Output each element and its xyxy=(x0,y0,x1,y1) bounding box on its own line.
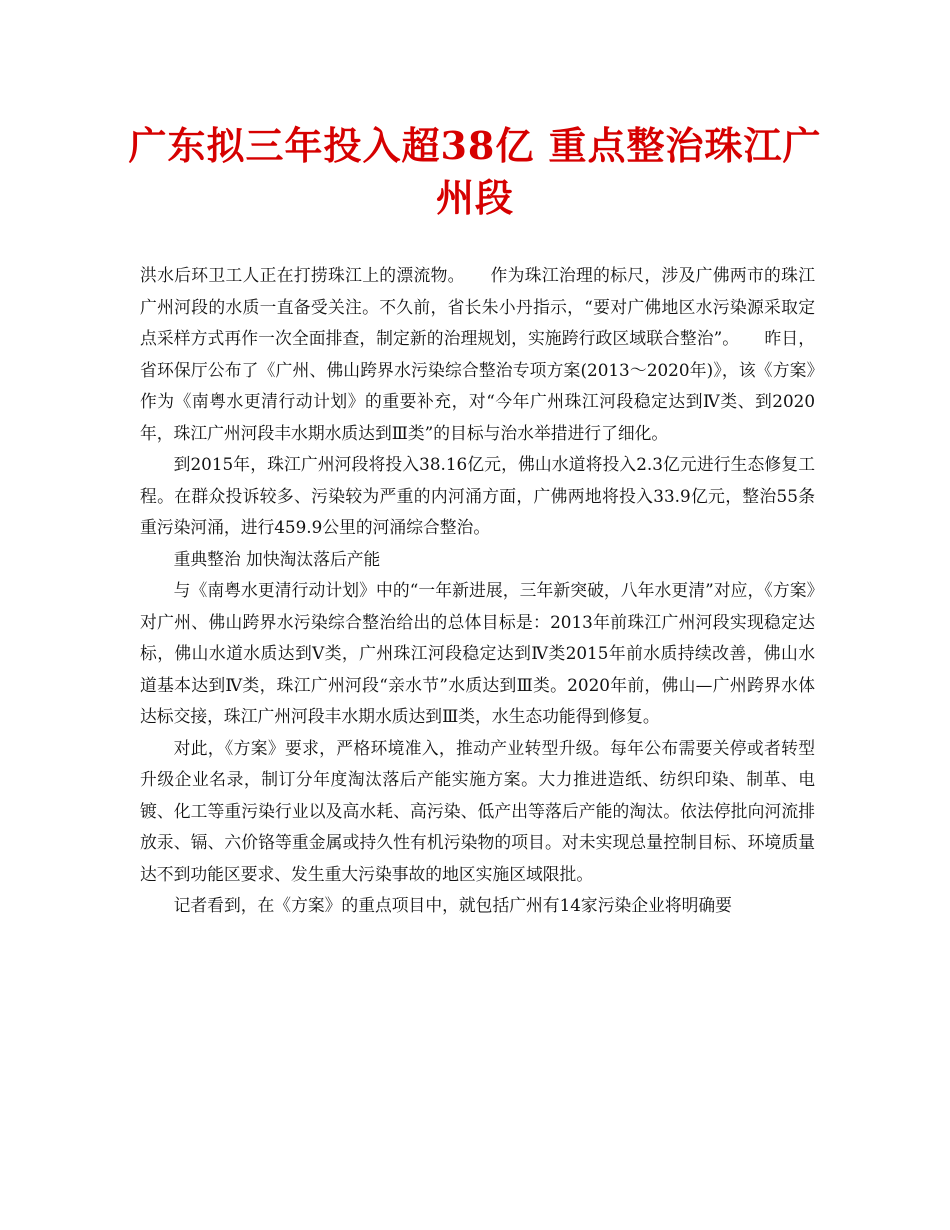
section-subheading: 重典整治 加快淘汰落后产能 xyxy=(173,548,381,569)
paragraph-requirements: 对此，《方案》要求，严格环境准入，推动产业转型升级。每年公布需要关停或者转型升级企业名录，制订分年度淘汰落后产能实施方案。大力推进造纸、纺织印染、制革、电镀、化工等重污染行业以及高水耗、高污染、低产出等落后产能的淘汰。依法停批向河流排放汞、镉、六价铬等重金属或持久性有机污染物的项目。对未实现总量控制目标、环境质量达不到功能区要求、发生重大污染事故的地区实施区域限批。 xyxy=(140,737,815,884)
article-title: 广东拟三年投入超38亿 重点整治珠江广州段 xyxy=(128,123,822,220)
paragraph-key-projects: 记者看到，在《方案》的重点项目中，就包括广州有14家污染企业将明确要 xyxy=(173,895,732,915)
paragraph-intro: 洪水后环卫工人正在打捞珠江上的漂流物。 作为珠江治理的标尺，涉及广佛两市的珠江广州河段的水质一直备受关注。不久前，省长朱小丹指示，“要对广佛地区水污染源采取定点采样方式再作一次全面排查，制定新的治理规划，实施跨行政区域联合整治”。 昨日，省环保厅公布了《广州、佛山跨界水污染综合整治专项方案(2013～2020年)》，该《方案》作为《南粤水更清行动计划》的重要补充，对“今年广州珠江河段稳定达到Ⅳ类、到2020年，珠江广州河段丰水期水质达到Ⅲ类”的目标与治水举措进行了细化。 xyxy=(140,265,815,443)
article-body xyxy=(140,260,815,922)
paragraph-goals: 与《南粤水更清行动计划》中的“一年新进展，三年新突破，八年水更清”对应，《方案》对广州、佛山跨界水污染综合整治给出的总体目标是：2013年前珠江广州河段实现稳定达标，佛山水道水质达到Ⅴ类，广州珠江河段稳定达到Ⅳ类2015年前水质持续改善，佛山水道基本达到Ⅳ类，珠江广州河段“亲水节”水质达到Ⅲ类。2020年前，佛山—广州跨界水体达标交接，珠江广州河段丰水期水质达到Ⅲ类，水生态功能得到修复。 xyxy=(140,580,815,726)
paragraph-investment: 到2015年，珠江广州河段将投入38.16亿元，佛山水道将投入2.3亿元进行生态修复工程。在群众投诉较多、污染较为严重的内河涌方面，广佛两地将投入33.9亿元，整治55条重污染河涌，进行459.9公里的河涌综合整治。 xyxy=(140,454,815,537)
